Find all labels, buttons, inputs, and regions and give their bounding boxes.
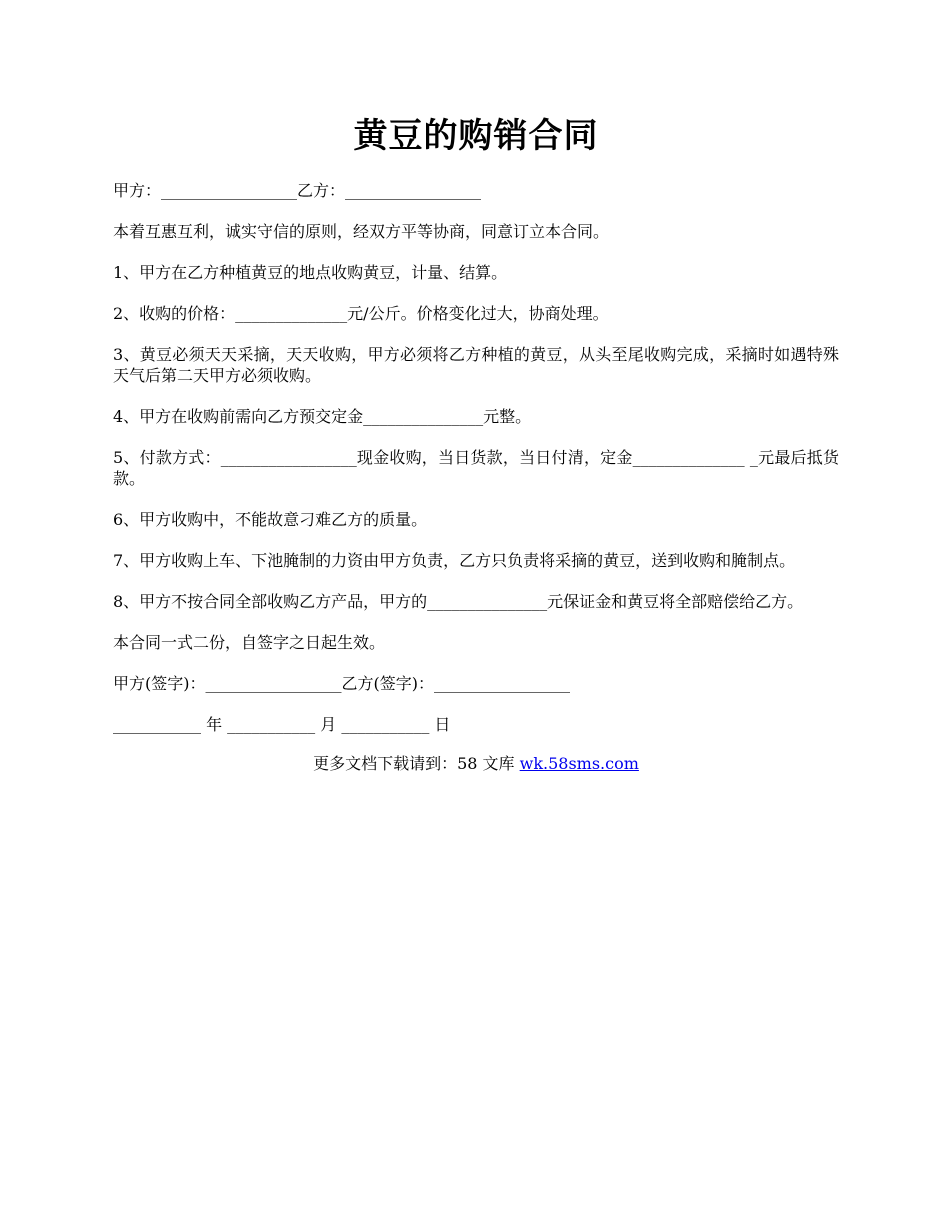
document-title: 黄豆的购销合同: [353, 116, 599, 156]
clause-5: 5、付款方式：_________________现金收购，当日货款，当日付清，定金______________ _元最后抵货款。: [113, 448, 839, 488]
clause-6: 6、甲方收购中，不能故意刁难乙方的质量。: [113, 510, 428, 529]
date-line: ___________ 年 ___________ 月 ___________ 日: [113, 715, 451, 734]
signature-line: 甲方(签字)：_________________乙方(签字)：_________________: [113, 674, 570, 693]
clause-3: 3、黄豆必须天天采摘，天天收购，甲方必须将乙方种植的黄豆，从头至尾收购完成，采摘时如遇特殊天气后第二天甲方必须收购。: [113, 345, 839, 385]
footer-text: 更多文档下载请到：58 文库: [313, 754, 520, 773]
preamble-paragraph: 本着互惠互利，诚实守信的原则，经双方平等协商，同意订立本合同。: [113, 222, 610, 241]
validity-paragraph: 本合同一式二份，自签字之日起生效。: [113, 633, 386, 652]
clause-7: 7、甲方收购上车、下池腌制的力资由甲方负责，乙方只负责将采摘的黄豆，送到收购和腌制点。: [113, 551, 796, 570]
footer-note: [113, 753, 839, 774]
document-page: [113, 112, 839, 774]
clause-4: 4、甲方在收购前需向乙方预交定金_______________元整。: [113, 407, 532, 426]
parties-line: 甲方：_________________乙方：_________________: [113, 181, 482, 200]
footer-link[interactable]: wk.58sms.com: [519, 754, 639, 773]
clause-1: 1、甲方在乙方种植黄豆的地点收购黄豆，计量、结算。: [113, 263, 508, 282]
clause-2: 2、收购的价格：______________元/公斤。价格变化过大，协商处理。: [113, 304, 609, 323]
clause-8: 8、甲方不按合同全部收购乙方产品，甲方的_______________元保证金和黄豆将全部赔偿给乙方。: [113, 592, 804, 611]
